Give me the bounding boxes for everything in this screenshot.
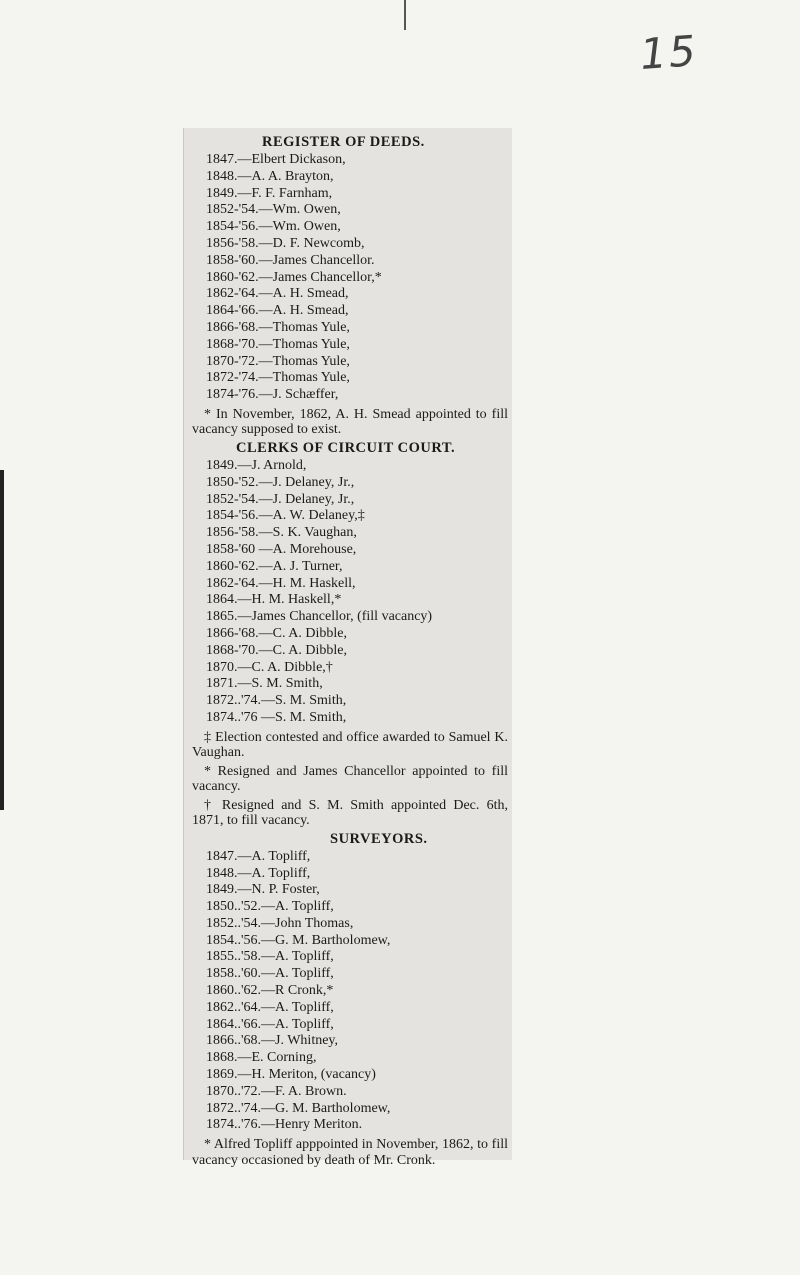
list-item: 1865.—James Chancellor, (fill vacancy) (206, 609, 433, 625)
list-item: 1855..'58.—A. Topliff, (206, 949, 334, 965)
list-item: 1872..'74.—G. M. Bartholomew, (206, 1100, 391, 1116)
list-item: 1864..'66.—A. Topliff, (206, 1016, 334, 1032)
list-item: 1872..'74.—S. M. Smith, (206, 693, 347, 709)
list-item: 1854..'56.—G. M. Bartholomew, (206, 932, 391, 948)
list-item: 1847.—A. Topliff, (206, 848, 311, 864)
list-item: 1871.—S. M. Smith, (206, 676, 323, 692)
list-item: 1868-'70.—Thomas Yule, (206, 336, 350, 352)
list-item: 1860-'62.—A. J. Turner, (206, 558, 343, 574)
footnote: * Resigned and James Chancellor appointed to fill vacancy. (192, 763, 508, 795)
list-item: 1849.—J. Arnold, (206, 457, 307, 473)
list-item: 1872-'74.—Thomas Yule, (206, 370, 350, 386)
footnote: * Alfred Topliff apppointed in November, 1862, to fill vacancy occasioned by death of Mr. Cronk. (192, 1137, 508, 1168)
list-item: 1852-'54.—Wm. Owen, (206, 202, 341, 218)
list-item: 1862-'64.—A. H. Smead, (206, 286, 349, 302)
list-item: 1854-'56.—Wm. Owen, (206, 219, 341, 235)
list-item: 1850-'52.—J. Delaney, Jr., (206, 474, 355, 490)
page-number: 15 (638, 26, 700, 79)
footnote: † Resigned and S. M. Smith appointed Dec. 6th, 1871, to fill vacancy. (192, 797, 508, 829)
register-of-deeds-list (192, 152, 508, 404)
list-item: 1870.—C. A. Dibble,† (206, 659, 333, 675)
list-item: 1848.—A. Topliff, (206, 865, 311, 881)
list-item: 1874..'76.—Henry Meriton. (206, 1117, 363, 1133)
list-item: 1847.—Elbert Dickason, (206, 152, 346, 167)
list-item: 1870-'72.—Thomas Yule, (206, 353, 350, 369)
list-item: 1862..'64.—A. Topliff, (206, 999, 334, 1015)
list-item: 1866-'68.—C. A. Dibble, (206, 625, 347, 641)
top-fold-mark (404, 0, 406, 30)
list-item: 1850..'52.—A. Topliff, (206, 899, 334, 915)
list-item: 1858-'60.—James Chancellor. (206, 252, 375, 268)
newspaper-clipping (183, 128, 512, 1168)
list-item: 1869.—H. Meriton, (vacancy) (206, 1067, 376, 1083)
list-item: 1868.—E. Corning, (206, 1050, 317, 1066)
list-item: 1860-'62.—James Chancellor,* (206, 269, 382, 285)
list-item: 1856-'58.—S. K. Vaughan, (206, 525, 357, 541)
list-item: 1856-'58.—D. F. Newcomb, (206, 235, 365, 251)
footnote: * In November, 1862, A. H. Smead appointed to fill vacancy supposed to exist. (192, 406, 508, 438)
list-item: 1860..'62.—R Cronk,* (206, 983, 334, 999)
section-heading-clerks-of-circuit-court: CLERKS OF CIRCUIT COURT. (236, 439, 456, 456)
list-item: 1864-'66.—A. H. Smead, (206, 303, 349, 319)
list-item: 1866-'68.—Thomas Yule, (206, 319, 350, 335)
list-item: 1852-'54.—J. Delaney, Jr., (206, 491, 355, 507)
list-item: 1854-'56.—A. W. Delaney,‡ (206, 508, 365, 524)
section-heading-surveyors: SURVEYORS. (330, 830, 428, 847)
surveyors-list (192, 849, 508, 1135)
list-item: 1849.—F. F. Farnham, (206, 185, 333, 201)
left-edge-mark (0, 470, 4, 810)
list-item: 1848.—A. A. Brayton, (206, 168, 334, 184)
list-item: 1858-'60 —A. Morehouse, (206, 541, 357, 557)
list-item: 1868-'70.—C. A. Dibble, (206, 642, 347, 658)
list-item: 1874..'76 —S. M. Smith, (206, 709, 347, 725)
list-item: 1858..'60.—A. Topliff, (206, 966, 334, 982)
list-item: 1852..'54.—John Thomas, (206, 915, 354, 931)
clipping-content (192, 134, 508, 1170)
clerks-of-circuit-court-list (192, 458, 508, 727)
list-item: 1862-'64.—H. M. Haskell, (206, 575, 356, 591)
list-item: 1874-'76.—J. Schæffer, (206, 387, 339, 403)
list-item: 1870..'72.—F. A. Brown. (206, 1083, 347, 1099)
footnote: ‡ Election contested and office awarded to Samuel K. Vaughan. (192, 729, 508, 761)
list-item: 1866..'68.—J. Whitney, (206, 1033, 339, 1049)
section-heading-register-of-deeds: REGISTER OF DEEDS. (262, 134, 425, 150)
list-item: 1864.—H. M. Haskell,* (206, 592, 342, 608)
list-item: 1849.—N. P. Foster, (206, 882, 320, 898)
